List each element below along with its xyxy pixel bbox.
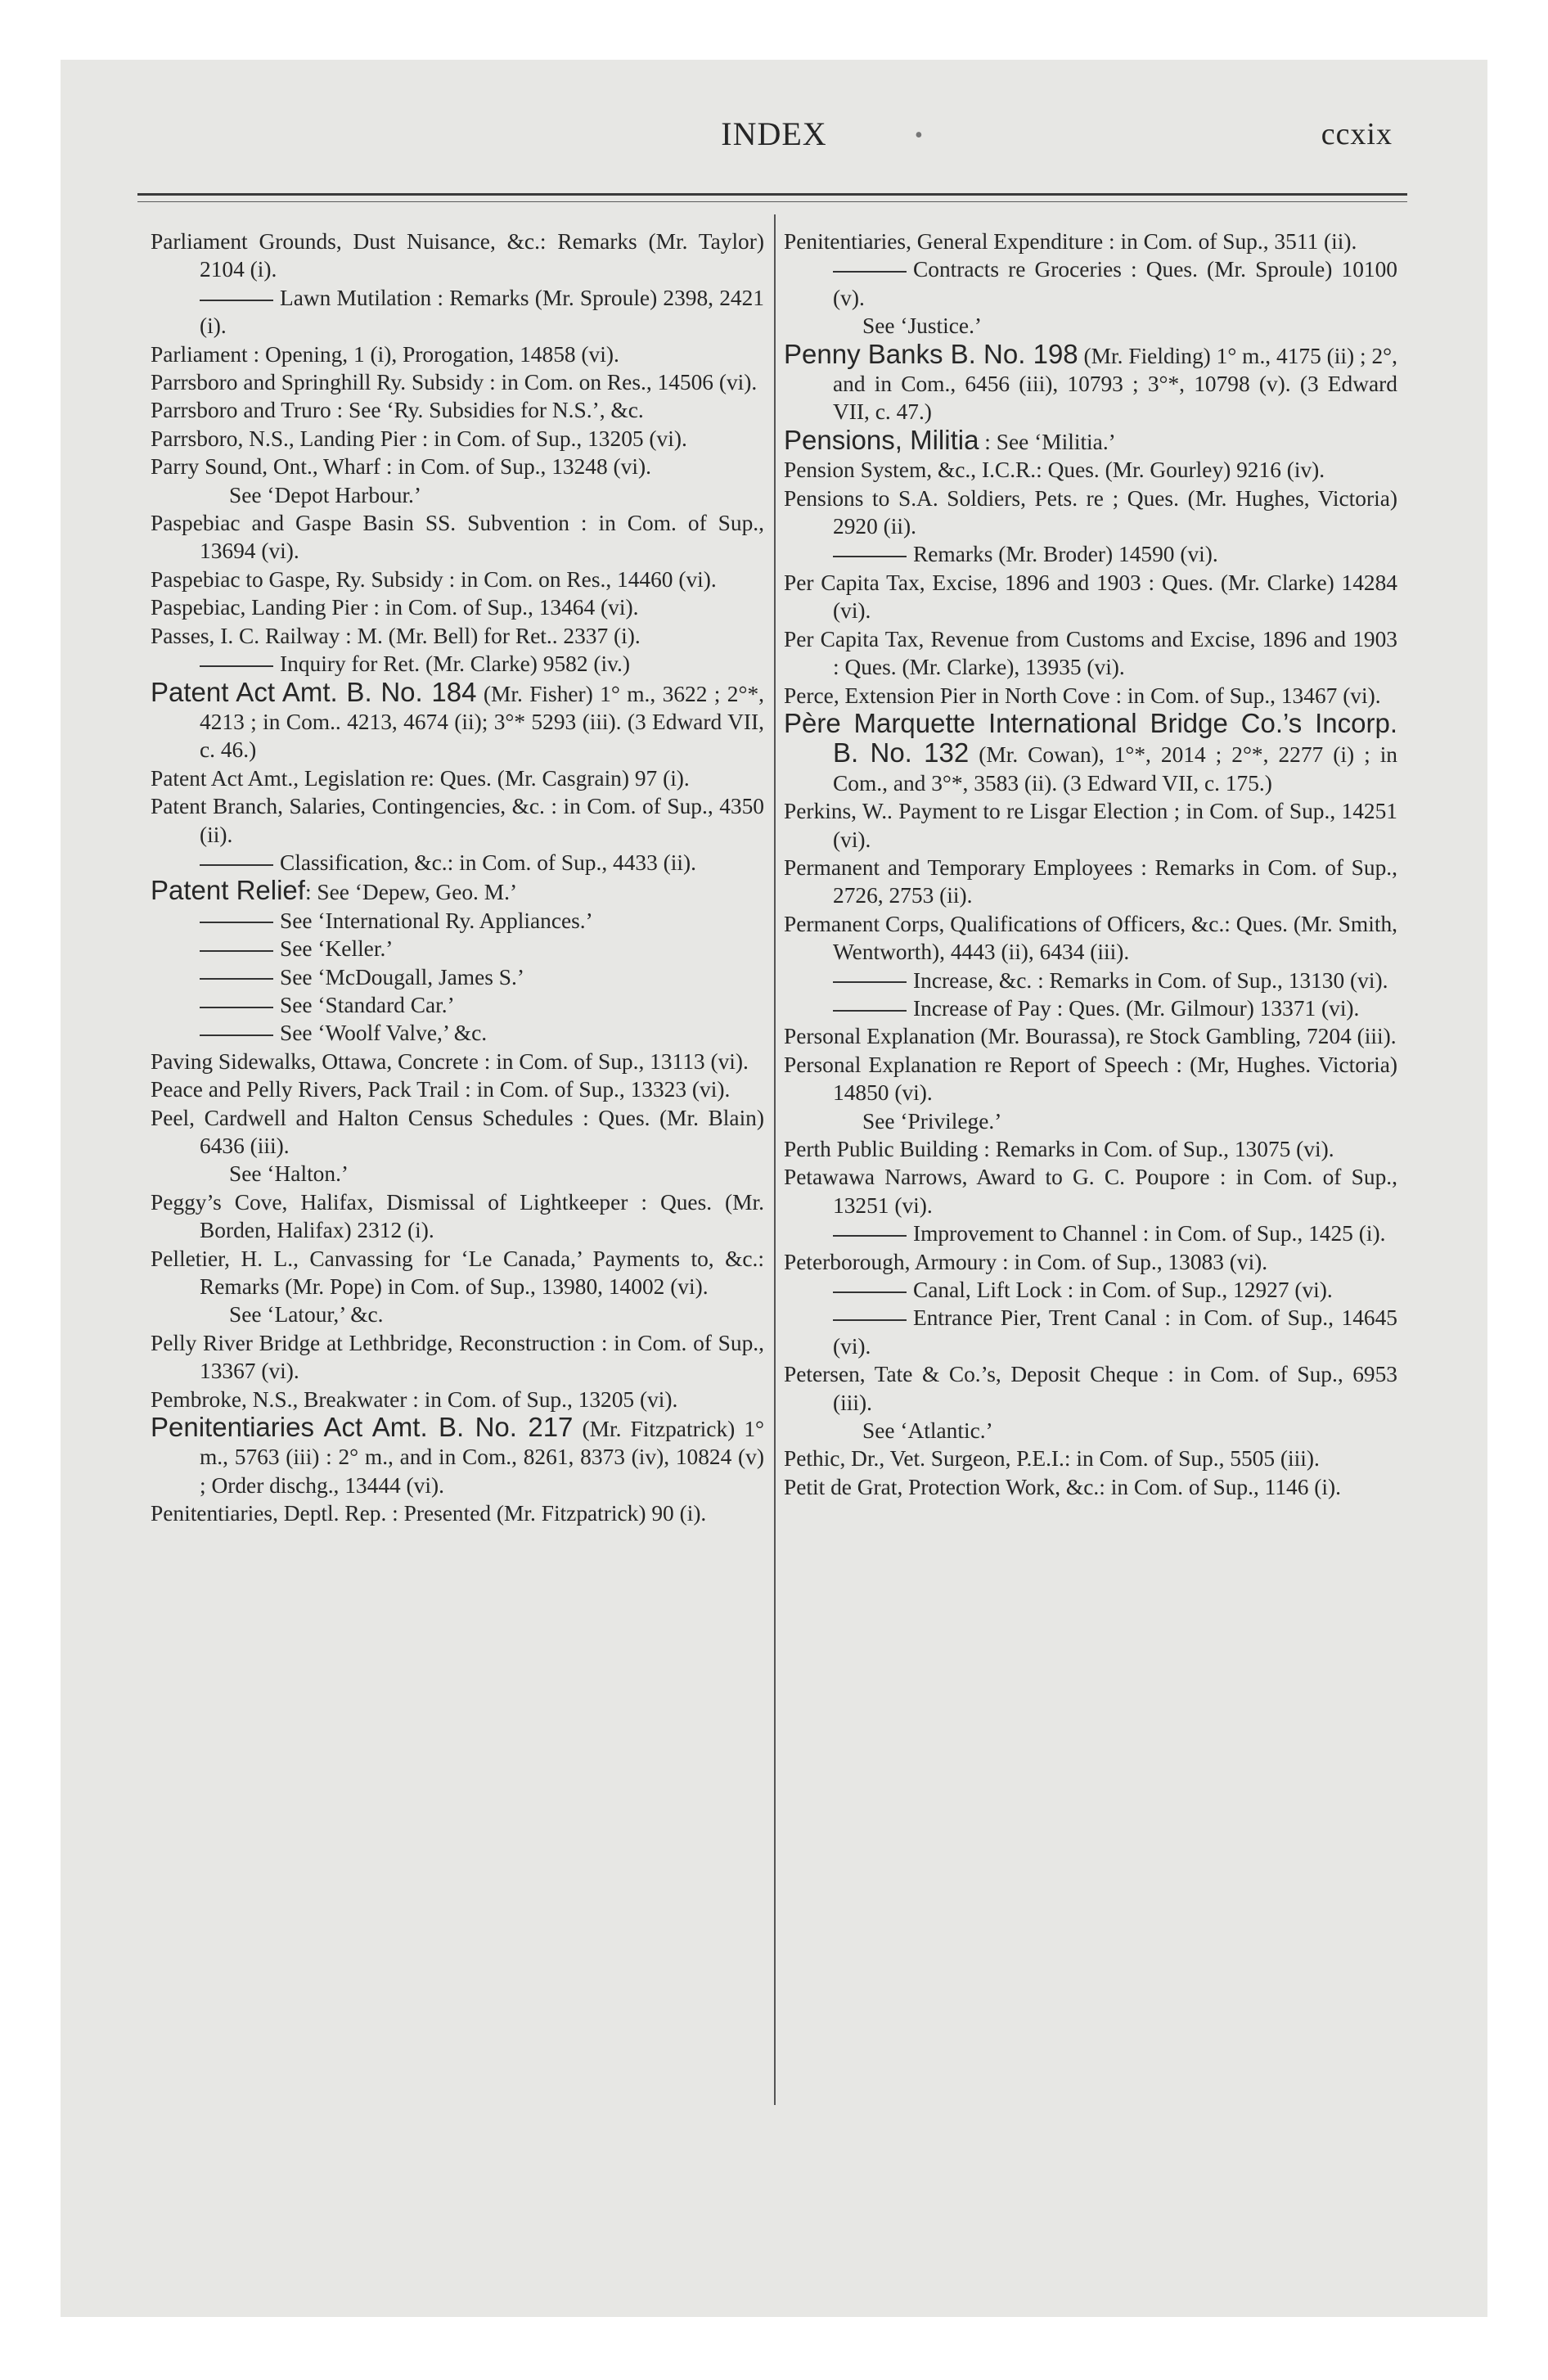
entry-text: Perce, Extension Pier in North Cove : in Com. of Sup., 13467 (vi).: [784, 683, 1381, 708]
entry-text: See ‘Latour,’ &c.: [229, 1302, 384, 1327]
entry-text: Pembroke, N.S., Breakwater : in Com. of Sup., 13205 (vi).: [151, 1386, 678, 1412]
entry-text: See ‘Keller.’: [280, 936, 394, 962]
entry-text: (Mr. Fitzpatrick) 1° m., 5763 (iii) : 2° m., and in Com., 8261, 8373 (iv), 10824 (v) ; Order dischg., 13444 (vi).: [200, 1417, 764, 1498]
index-entry: [784, 1107, 1397, 1135]
index-entry: [151, 622, 764, 650]
index-entry: [784, 797, 1397, 854]
entry-text: See ‘Depot Harbour.’: [229, 482, 422, 507]
entry-text: Peel, Cardwell and Halton Census Schedules : Ques. (Mr. Blain) 6436 (iii).: [151, 1105, 764, 1158]
index-entry: [151, 792, 764, 849]
ditto-dash: [833, 556, 907, 557]
index-entry: [151, 1499, 764, 1527]
entry-heading: Penitentiaries Act Amt. B. No. 217: [151, 1412, 574, 1443]
entry-text: Pelly River Bridge at Lethbridge, Reconstruction : in Com. of Sup., 13367 (vi).: [151, 1330, 764, 1384]
index-entry: [784, 1276, 1397, 1304]
index-entry: [784, 1304, 1397, 1360]
entry-text: Per Capita Tax, Excise, 1896 and 1903 : Ques. (Mr. Clarke) 14284 (vi).: [784, 570, 1397, 624]
entry-heading: Penny Banks B. No. 198: [784, 338, 1078, 369]
index-entry: [151, 907, 764, 935]
index-entry: [151, 1413, 764, 1499]
index-column-left: [151, 228, 764, 1528]
index-entry: [151, 593, 764, 621]
index-entry: [151, 1188, 764, 1245]
entry-text: See ‘Halton.’: [229, 1161, 349, 1187]
entry-text: Lawn Mutilation : Remarks (Mr. Sproule) 2398, 2421 (i).: [200, 285, 764, 339]
ditto-dash: [833, 1010, 907, 1012]
index-column-right: [784, 228, 1397, 1501]
entry-text: Perth Public Building : Remarks in Com. of Sup., 13075 (vi).: [784, 1137, 1334, 1161]
index-entry: [151, 877, 764, 906]
index-entry: [784, 456, 1397, 484]
index-entry: [784, 1360, 1397, 1417]
index-entry: [784, 1135, 1397, 1163]
index-entry: [784, 1248, 1397, 1276]
entry-text: Parliament : Opening, 1 (i), Prorogation, 14858 (vi).: [151, 341, 619, 367]
entry-text: (Mr. Fisher) 1° m., 3622 ; 2°*, 4213 ; in Com.. 4213, 4674 (ii); 3°* 5293 (iii). (3 Edward VII, c. 46.): [200, 681, 765, 763]
entry-text: Canal, Lift Lock : in Com. of Sup., 12927 (vi).: [913, 1278, 1333, 1303]
entry-text: See ‘International Ry. Appliances.’: [280, 908, 593, 933]
index-entry: [784, 910, 1397, 967]
entry-text: Parrsboro, N.S., Landing Pier : in Com. of Sup., 13205 (vi).: [151, 426, 687, 451]
entry-text: Parliament Grounds, Dust Nuisance, &c.: Remarks (Mr. Taylor) 2104 (i).: [151, 229, 764, 282]
ditto-dash: [200, 922, 273, 923]
entry-text: Pensions to S.A. Soldiers, Pets. re ; Ques. (Mr. Hughes, Victoria) 2920 (ii).: [784, 485, 1397, 539]
index-entry: [151, 228, 764, 284]
entry-text: Parrsboro and Truro : See ‘Ry. Subsidies for N.S.’, &c.: [151, 398, 644, 423]
entry-text: Increase, &c. : Remarks in Com. of Sup., 13130 (vi).: [913, 967, 1388, 993]
ditto-dash: [833, 1291, 907, 1293]
column-divider: [774, 214, 776, 2105]
index-entry: [151, 650, 764, 678]
index-entry: [784, 967, 1397, 994]
entry-text: Petawawa Narrows, Award to G. C. Poupore : in Com. of Sup., 13251 (vi).: [784, 1165, 1397, 1218]
entry-text: Peggy’s Cove, Halifax, Dismissal of Lightkeeper : Ques. (Mr. Borden, Halifax) 2312 (i).: [151, 1189, 764, 1243]
index-entry: [151, 509, 764, 566]
index-entry: [151, 368, 764, 396]
index-entry: [784, 1417, 1397, 1445]
page-title: INDEX: [721, 115, 827, 152]
index-entry: [151, 935, 764, 962]
entry-text: (Mr. Cowan), 1°*, 2014 ; 2°*, 2277 (i) ; in Com., and 3°*, 3583 (ii). (3 Edward VII, c. 175.): [833, 742, 1397, 796]
index-entry: [784, 682, 1397, 710]
index-entry: [784, 485, 1397, 541]
ditto-dash: [833, 1319, 907, 1321]
index-entry: [151, 1104, 764, 1161]
ditto-dash: [200, 300, 273, 301]
index-entry: [151, 396, 764, 424]
ditto-dash: [833, 1235, 907, 1237]
index-entry: [151, 1300, 764, 1328]
entry-text: Inquiry for Ret. (Mr. Clarke) 9582 (iv.): [280, 651, 631, 677]
index-entry: [784, 1473, 1397, 1501]
entry-text: Entrance Pier, Trent Canal : in Com. of Sup., 14645 (vi).: [833, 1305, 1397, 1359]
entry-text: Improvement to Channel : in Com. of Sup., 1425 (i).: [913, 1221, 1386, 1246]
entry-text: Pelletier, H. L., Canvassing for ‘Le Canada,’ Payments to, &c.: Remarks (Mr. Pope) in Com. of Sup., 13980, 14002 (vi).: [151, 1246, 764, 1300]
index-entry: [784, 1051, 1397, 1107]
index-entry: [784, 707, 1397, 797]
entry-text: Peace and Pelly Rivers, Pack Trail : in Com. of Sup., 13323 (vi).: [151, 1077, 731, 1102]
entry-text: See ‘Justice.’: [862, 313, 983, 339]
entry-text: Personal Explanation re Report of Speech : (Mr, Hughes. Victoria) 14850 (vi).: [784, 1052, 1397, 1106]
entry-text: Pethic, Dr., Vet. Surgeon, P.E.I.: in Com. of Sup., 5505 (iii).: [784, 1446, 1320, 1472]
index-entry: [151, 1075, 764, 1103]
entry-text: Passes, I. C. Railway : M. (Mr. Bell) for Ret.. 2337 (i).: [151, 623, 641, 648]
entry-text: Permanent Corps, Qualifications of Officers, &c.: Ques. (Mr. Smith, Wentworth), 4443 (ii), 6434 (iii).: [784, 911, 1397, 965]
entry-text: Petersen, Tate & Co.’s, Deposit Cheque : in Com. of Sup., 6953 (iii).: [784, 1362, 1397, 1415]
index-entry: [151, 340, 764, 368]
header-dot: •: [915, 123, 923, 148]
entry-text: Peterborough, Armoury : in Com. of Sup., 13083 (vi).: [784, 1249, 1268, 1274]
ditto-dash: [200, 864, 273, 866]
index-entry: [151, 1160, 764, 1188]
index-entry: [784, 994, 1397, 1022]
index-entry: [151, 453, 764, 480]
entry-text: Parrsboro and Springhill Ry. Subsidy : in Com. on Res., 14506 (vi).: [151, 370, 758, 395]
entry-text: Parry Sound, Ont., Wharf : in Com. of Sup., 13248 (vi).: [151, 454, 651, 480]
entry-text: Patent Branch, Salaries, Contingencies, &c. : in Com. of Sup., 4350 (ii).: [151, 794, 764, 847]
entry-text: Personal Explanation (Mr. Bourassa), re Stock Gambling, 7204 (iii).: [784, 1024, 1397, 1049]
index-entry: [784, 312, 1397, 340]
entry-heading: Patent Act Amt. B. No. 184: [151, 676, 477, 707]
ditto-dash: [200, 1034, 273, 1036]
ditto-dash: [833, 981, 907, 983]
index-entry: [151, 425, 764, 453]
entry-heading: Pensions, Militia: [784, 424, 979, 455]
index-entry: [151, 678, 764, 764]
index-entry: [151, 764, 764, 792]
ditto-dash: [200, 665, 273, 667]
entry-text: : See ‘Depew, Geo. M.’: [304, 880, 518, 905]
ditto-dash: [200, 1007, 273, 1008]
index-entry: [784, 625, 1397, 682]
entry-text: Remarks (Mr. Broder) 14590 (vi).: [913, 542, 1218, 567]
index-entry: [151, 566, 764, 593]
index-entry: [784, 1022, 1397, 1050]
index-entry: [784, 228, 1397, 255]
entry-text: Pension System, &c., I.C.R.: Ques. (Mr. Gourley) 9216 (iv).: [784, 458, 1325, 483]
index-entry: [784, 569, 1397, 625]
entry-text: (Mr. Fielding) 1° m., 4175 (ii) ; 2°, and in Com., 6456 (iii), 10793 ; 3°*, 10798 (v). (3 Edward VII, c. 47.): [833, 343, 1397, 425]
entry-text: Paspebiac and Gaspe Basin SS. Subvention : in Com. of Sup., 13694 (vi).: [151, 511, 764, 564]
index-entry: [151, 991, 764, 1019]
ditto-dash: [200, 978, 273, 980]
index-entry: [151, 1019, 764, 1047]
entry-text: Contracts re Groceries : Ques. (Mr. Sproule) 10100 (v).: [833, 257, 1397, 310]
index-entry: [151, 1329, 764, 1386]
page-number: ccxix: [1321, 117, 1393, 151]
entry-text: Paspebiac, Landing Pier : in Com. of Sup., 13464 (vi).: [151, 595, 639, 620]
ditto-dash: [200, 950, 273, 952]
index-entry: [151, 284, 764, 340]
entry-text: Increase of Pay : Ques. (Mr. Gilmour) 13371 (vi).: [913, 995, 1360, 1021]
header-rule: [137, 193, 1407, 196]
entry-text: Perkins, W.. Payment to re Lisgar Election ; in Com. of Sup., 14251 (vi).: [784, 799, 1397, 852]
index-entry: [784, 854, 1397, 910]
index-entry: [151, 849, 764, 877]
entry-text: See ‘Standard Car.’: [280, 992, 455, 1017]
entry-text: See ‘Privilege.’: [862, 1108, 1002, 1134]
index-entry: [784, 540, 1397, 568]
entry-text: Permanent and Temporary Employees : Remarks in Com. of Sup., 2726, 2753 (ii).: [784, 854, 1397, 908]
entry-text: See ‘Woolf Valve,’ &c.: [280, 1021, 488, 1046]
index-entry: [784, 1219, 1397, 1247]
entry-text: Petit de Grat, Protection Work, &c.: in Com. of Sup., 1146 (i).: [784, 1474, 1341, 1499]
entry-text: Paving Sidewalks, Ottawa, Concrete : in Com. of Sup., 13113 (vi).: [151, 1048, 749, 1074]
index-entry: [784, 255, 1397, 312]
index-entry: [151, 1245, 764, 1301]
index-entry: [151, 481, 764, 509]
index-entry: [151, 1386, 764, 1413]
entry-text: Per Capita Tax, Revenue from Customs and Excise, 1896 and 1903 : Ques. (Mr. Clarke), 13935 (vi).: [784, 626, 1397, 680]
entry-text: See ‘McDougall, James S.’: [280, 964, 524, 989]
index-entry: [784, 340, 1397, 426]
entry-heading: Patent Relief: [151, 875, 305, 906]
entry-text: Patent Act Amt., Legislation re: Ques. (Mr. Casgrain) 97 (i).: [151, 765, 690, 791]
index-entry: [784, 426, 1397, 456]
entry-text: : See ‘Militia.’: [979, 429, 1116, 454]
entry-heading: Père Marquette International Bridge Co.’s Incorp. B. No. 132: [784, 707, 1397, 769]
entry-text: Paspebiac to Gaspe, Ry. Subsidy : in Com. on Res., 14460 (vi).: [151, 566, 717, 592]
index-entry: [784, 1445, 1397, 1472]
index-entry: [151, 963, 764, 991]
entry-text: Penitentiaries, Deptl. Rep. : Presented (Mr. Fitzpatrick) 90 (i).: [151, 1501, 707, 1526]
header-rule-thin: [137, 201, 1407, 202]
entry-text: Penitentiaries, General Expenditure : in Com. of Sup., 3511 (ii).: [784, 229, 1357, 254]
index-entry: [784, 1163, 1397, 1219]
ditto-dash: [833, 271, 907, 273]
entry-text: See ‘Atlantic.’: [862, 1418, 993, 1444]
index-entry: [151, 1048, 764, 1075]
entry-text: Classification, &c.: in Com. of Sup., 4433 (ii).: [280, 850, 696, 875]
